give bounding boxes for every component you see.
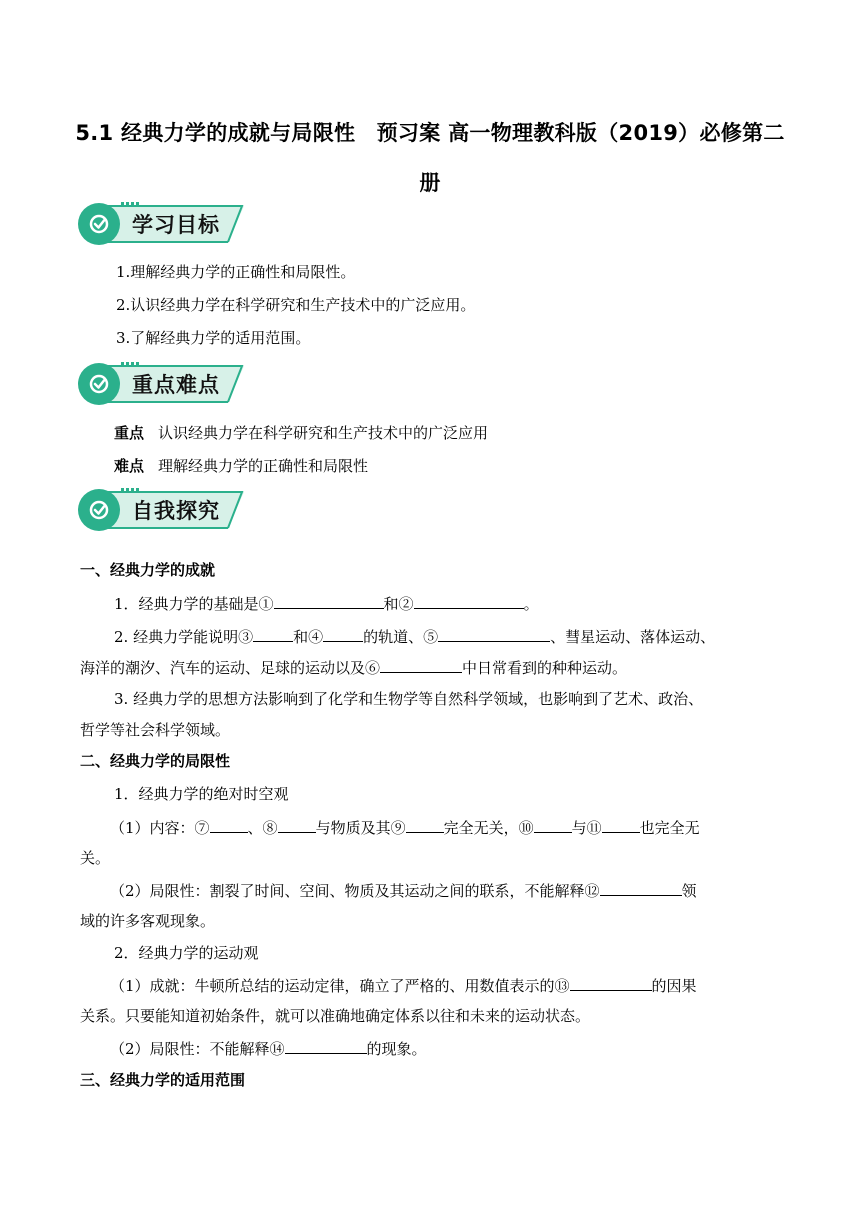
section-heading: 重点难点 (132, 373, 220, 397)
text: 的现象。 (366, 1040, 427, 1058)
text: 海洋的潮汐、汽车的运动、足球的运动以及⑥ (80, 659, 381, 677)
section-banner-goals (78, 202, 248, 246)
goal-item: 3.了解经典力学的适用范围。 (116, 329, 311, 347)
text: 的轨道、⑤ (363, 628, 439, 646)
section-banner-keypoints (78, 362, 248, 406)
fill-blank-5[interactable] (438, 625, 550, 642)
question-line (114, 592, 820, 615)
paragraph-line: 3. 经典力学的思想方法影响到了化学和生物学等自然科学领域，也影响到了艺术、政治、 (114, 690, 704, 708)
paragraph-line: 域的许多客观现象。 (80, 912, 216, 930)
text: （1）成就：牛顿所总结的运动定律，确立了严格的、用数值表示的⑬ (110, 977, 570, 995)
fill-blank-7[interactable] (210, 816, 248, 833)
fill-blank-12[interactable] (600, 879, 682, 896)
difficulty-text: 理解经典力学的正确性和局限性 (158, 457, 369, 475)
fill-blank-1[interactable] (274, 592, 384, 609)
fill-blank-3[interactable] (253, 625, 293, 642)
fill-blank-4[interactable] (323, 625, 363, 642)
section-heading: 学习目标 (132, 213, 220, 237)
goal-item: 1.理解经典力学的正确性和局限性。 (116, 263, 356, 281)
fill-blank-11[interactable] (602, 816, 640, 833)
fill-blank-9[interactable] (406, 816, 444, 833)
paragraph-line: 关。 (80, 849, 111, 867)
text: 2. 经典力学能说明③ (114, 628, 254, 646)
question-line (114, 625, 786, 648)
text: 、⑧ (247, 819, 278, 837)
fill-blank-6[interactable] (380, 656, 462, 673)
title-line-2: 册 (419, 171, 441, 195)
text: 1．经典力学的基础是① (114, 595, 274, 613)
section-banner-explore (78, 488, 248, 532)
page-title (60, 108, 800, 208)
text: 与⑪ (571, 819, 602, 837)
paragraph-line: 关系。只要能知道初始条件，就可以准确地确定体系以往和未来的运动状态。 (80, 1007, 591, 1025)
text: （2）局限性：割裂了时间、空间、物质及其运动之间的联系，不能解释⑫ (110, 882, 600, 900)
focus-text: 认识经典力学在科学研究和生产技术中的广泛应用 (158, 424, 489, 442)
fill-blank-2[interactable] (414, 592, 524, 609)
text: 与物质及其⑨ (315, 819, 406, 837)
fill-blank-14[interactable] (285, 1037, 367, 1054)
part-heading: 二、经典力学的局限性 (80, 752, 231, 770)
text: （2）局限性：不能解释⑭ (110, 1040, 285, 1058)
fill-blank-13[interactable] (570, 974, 652, 991)
part-heading: 三、经典力学的适用范围 (80, 1071, 246, 1089)
difficulty-label: 难点 (114, 457, 145, 475)
text: 完全无关，⑩ (443, 819, 534, 837)
text: 和② (383, 595, 414, 613)
section-heading: 自我探究 (132, 499, 220, 523)
fill-blank-10[interactable] (534, 816, 572, 833)
question-line (110, 816, 786, 839)
text: 也完全无 (639, 819, 700, 837)
text: 中日常看到的种种运动。 (462, 659, 628, 677)
text: 。 (523, 595, 539, 613)
text: 和④ (293, 628, 324, 646)
difficulty-line (114, 455, 820, 477)
focus-line (114, 422, 820, 444)
sub-heading: 2．经典力学的运动观 (114, 944, 259, 962)
question-line (110, 1037, 786, 1060)
text: 、彗星运动、落体运动、 (550, 628, 716, 646)
sub-heading: 1．经典力学的绝对时空观 (114, 785, 289, 803)
text: 的因果 (651, 977, 697, 995)
question-line (80, 656, 786, 679)
text: 领 (681, 882, 697, 900)
title-line-1: 5.1 经典力学的成就与局限性 预习案 高一物理教科版（2019）必修第二 (75, 121, 785, 145)
focus-label: 重点 (114, 424, 145, 442)
part-heading: 一、经典力学的成就 (80, 561, 216, 579)
goal-item: 2.认识经典力学在科学研究和生产技术中的广泛应用。 (116, 296, 476, 314)
question-line (110, 879, 786, 902)
fill-blank-8[interactable] (278, 816, 316, 833)
paragraph-line: 哲学等社会科学领域。 (80, 721, 231, 739)
text: （1）内容：⑦ (110, 819, 210, 837)
question-line (110, 974, 786, 997)
